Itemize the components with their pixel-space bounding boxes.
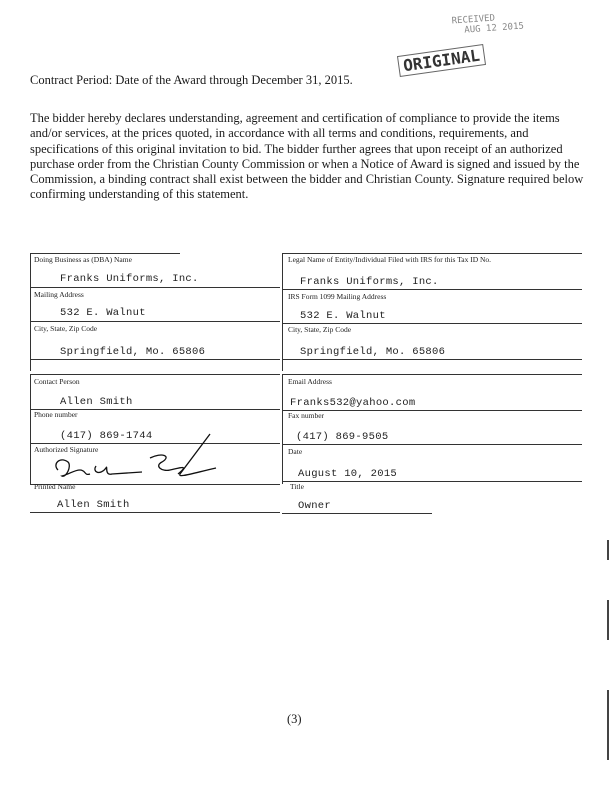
dba-label: Doing Business as (DBA) Name (34, 255, 132, 264)
phone-value: (417) 869-1744 (60, 430, 153, 442)
original-stamp (397, 44, 486, 77)
printed-name-label: Printed Name (34, 482, 76, 491)
date-value: August 10, 2015 (298, 468, 398, 480)
page-number: (3) (287, 712, 302, 726)
irs-mailing-address-value: 532 E. Walnut (300, 310, 386, 322)
scan-edge-mark (607, 540, 609, 560)
legal-name-value: Franks Uniforms, Inc. (300, 276, 439, 288)
mailing-address-label: Mailing Address (34, 290, 84, 299)
scan-edge-mark (607, 690, 609, 760)
received-stamp-line1: RECEIVED (451, 13, 496, 27)
fax-label: Fax number (288, 411, 325, 420)
contact-person-label: Contact Person (34, 377, 80, 386)
contract-period: Contract Period: Date of the Award through December 31, 2015. (30, 73, 353, 87)
printed-name-value: Allen Smith (57, 499, 130, 511)
date-label: Date (288, 447, 303, 456)
title-label: Title (290, 482, 304, 491)
signature-label: Authorized Signature (34, 445, 99, 454)
handwritten-signature (50, 430, 220, 490)
mailing-address-value: 532 E. Walnut (60, 307, 146, 319)
statement-paragraph: The bidder hereby declares understanding, agreement and certification of compliance to provide the items and/or services, at the prices quoted, in accordance with all terms and conditions, requirements, and specifications of this original invitation to bid. The bidder further agrees that upon receipt of an authorized purchase order from the Christian County Commission or when a Notice of Award is signed and issued by the Commission, a binding contract shall exist between the bidder and Christian County. Signature required below confirming understanding of this statement. (30, 111, 584, 202)
received-stamp-line2: AUG 12 2015 (464, 21, 525, 36)
dba-value: Franks Uniforms, Inc. (60, 273, 199, 285)
received-stamp (451, 12, 524, 37)
city-state-zip-value: Springfield, Mo. 65806 (60, 346, 206, 358)
scan-edge-mark (607, 600, 609, 640)
contact-person-value: Allen Smith (60, 396, 133, 408)
legal-name-label: Legal Name of Entity/Individual Filed with IRS for this Tax ID No. (288, 255, 492, 264)
irs-mailing-address-label: IRS Form 1099 Mailing Address (288, 292, 387, 301)
city-state-zip-label: City, State, Zip Code (34, 324, 98, 333)
email-value: Franks532@yahoo.com (290, 397, 416, 409)
irs-city-state-zip-value: Springfield, Mo. 65806 (300, 346, 446, 358)
email-label: Email Address (288, 377, 332, 386)
fax-value: (417) 869-9505 (296, 431, 389, 443)
title-value: Owner (298, 500, 332, 512)
irs-city-state-zip-label: City, State, Zip Code (288, 325, 352, 334)
original-stamp-text: ORIGINAL (402, 45, 482, 76)
phone-label: Phone number (34, 410, 78, 419)
